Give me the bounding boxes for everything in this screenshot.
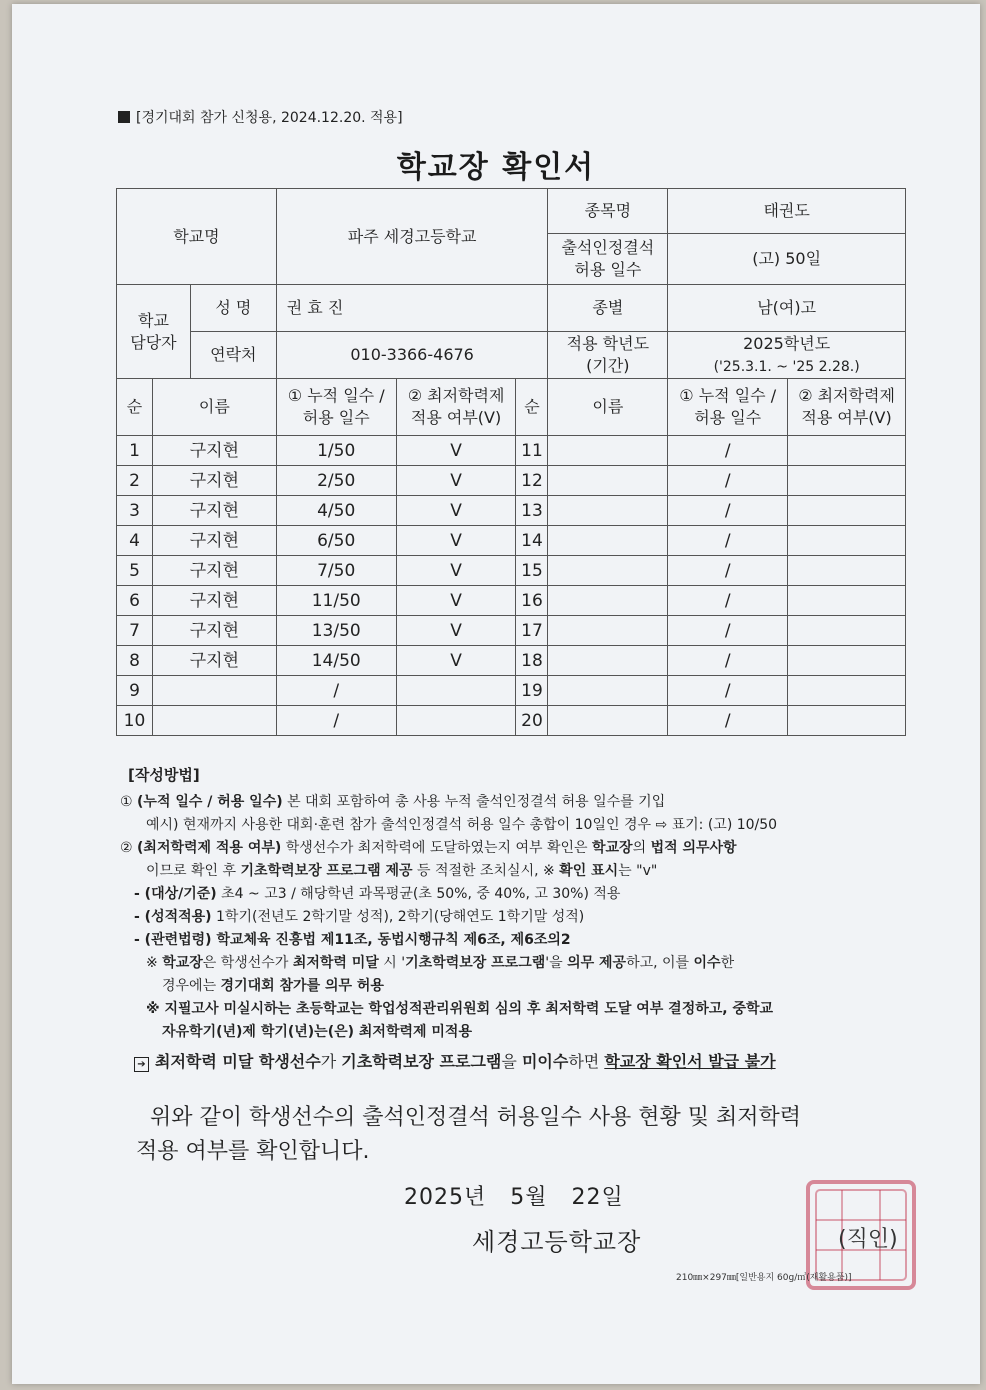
row-name: 구지현 — [152, 646, 276, 676]
bold-text: 기초학력보장 프로그램 — [341, 1052, 502, 1071]
table-row — [117, 586, 906, 616]
instruction-line — [116, 952, 906, 975]
text: 등 적절한 조치실시, ※ — [412, 863, 560, 879]
warning-line — [134, 1050, 906, 1073]
row-name — [152, 706, 276, 736]
bold-text: 법적 의무사항 — [650, 840, 737, 856]
row-check — [396, 706, 516, 736]
row-check: V — [396, 556, 516, 586]
col-no-left: 순 — [117, 379, 153, 436]
instruction-line — [116, 998, 906, 1021]
instruction-line — [116, 906, 906, 929]
days-header-2: 허용 일수 — [694, 408, 762, 427]
instructions-title: [작성방법] — [128, 766, 200, 784]
row-check: V — [396, 616, 516, 646]
bold-text: - (대상/기준) — [134, 886, 217, 902]
table-row — [117, 496, 906, 526]
gender-label: 종별 — [548, 285, 668, 332]
row-days: / — [668, 526, 788, 556]
row-no: 17 — [516, 616, 548, 646]
bold-text: 학교장 — [162, 955, 203, 971]
issue-date: 2025년 5월 22일 — [404, 1185, 624, 1210]
row-name — [548, 436, 668, 466]
year-value-2: ('25.3.1. ~ '25 2.28.) — [713, 358, 860, 375]
year-label — [548, 332, 668, 379]
row-name: 구지현 — [152, 466, 276, 496]
bold-text: 미이수 — [521, 1052, 569, 1071]
row-check — [788, 496, 906, 526]
year-label-1: 적용 학년도 — [566, 334, 650, 353]
row-no: 4 — [117, 526, 153, 556]
row-days: / — [668, 706, 788, 736]
gender-value: 남(여)고 — [668, 285, 906, 332]
text: 한 — [720, 955, 735, 971]
row-name: 구지현 — [152, 526, 276, 556]
row-check — [788, 646, 906, 676]
bold-text: (최저학력제 적용 여부) — [137, 840, 282, 856]
text: 본 대회 포함하여 총 사용 누적 출석인정결석 허용 일수를 기입 — [282, 794, 666, 810]
table-row — [117, 466, 906, 496]
manager-label — [117, 285, 191, 379]
row-name — [548, 586, 668, 616]
event-label: 종목명 — [548, 189, 668, 234]
row-no: 12 — [516, 466, 548, 496]
table-row — [117, 616, 906, 646]
bold-text: - (성적적용) — [134, 909, 212, 925]
year-value — [668, 332, 906, 379]
year-value-1: 2025학년도 — [743, 333, 831, 353]
reference-mark: ※ — [146, 955, 163, 971]
contact-value: 010-3366-4676 — [276, 332, 548, 379]
row-no: 5 — [117, 556, 153, 586]
min-header-1: ② 최저학력제 — [798, 386, 895, 405]
table-row — [117, 526, 906, 556]
event-value: 태권도 — [668, 189, 906, 234]
row-check: V — [396, 586, 516, 616]
row-days: 13/50 — [276, 616, 396, 646]
confirm-line-1: 위와 같이 학생선수의 출석인정결석 허용일수 사용 현황 및 최저학력 — [150, 1105, 802, 1130]
text: 경우에는 — [162, 978, 221, 994]
bold-text: 지필고사 미실시하는 초등학교는 학업성적관리위원회 심의 후 최저학력 도달 여부 결정하고, 중학교 — [164, 1001, 774, 1017]
row-check — [788, 466, 906, 496]
reference-mark: ※ — [146, 1001, 165, 1017]
seal-label: (직인) — [838, 1227, 898, 1252]
row-check — [788, 586, 906, 616]
manager-label-2: 담당자 — [130, 332, 177, 352]
row-days: 14/50 — [276, 646, 396, 676]
row-days: / — [668, 556, 788, 586]
bold-text: (누적 일수 / 허용 일수) — [137, 794, 283, 810]
bold-text: 학교장 — [592, 840, 633, 856]
row-days: 11/50 — [276, 586, 396, 616]
instruction-line: 예시) 현재까지 사용한 대회·훈련 참가 출석인정결석 허용 일수 총합이 10일인 경우 ⇨ 표기: (고) 10/50 — [146, 817, 778, 833]
text: 하면 — [568, 1052, 605, 1071]
row-name: 구지현 — [152, 436, 276, 466]
col-min-right — [788, 379, 906, 436]
days-header-1: ① 누적 일수 / — [679, 386, 777, 405]
instruction-line — [116, 975, 906, 998]
school-value: 파주 세경고등학교 — [276, 189, 548, 285]
text: 을 — [501, 1052, 522, 1071]
circle-1: ① — [120, 794, 133, 810]
row-days: / — [668, 616, 788, 646]
square-bullet-icon — [118, 111, 130, 123]
text: 는 "v" — [618, 863, 658, 879]
manager-label-1: 학교 — [137, 310, 169, 330]
row-no: 19 — [516, 676, 548, 706]
instructions — [116, 764, 906, 1073]
bold-text: 경기대회 참가를 의무 허용 — [220, 978, 384, 994]
contact-label: 연락처 — [190, 332, 276, 379]
text: 초4 ~ 고3 / 해당학년 과목평균(초 50%, 중 40%, 고 30%) 적용 — [216, 886, 621, 902]
year-label-2: (기간) — [586, 356, 630, 375]
allow-value: (고) 50일 — [668, 234, 906, 285]
instruction-line: 자유학기(년)제 학기(년)는(은) 최저학력제 미적용 — [162, 1024, 472, 1040]
bold-text: 최저학력 미달 — [292, 955, 379, 971]
header-note-text: [경기대회 참가 신청용, 2024.12.20. 적용] — [136, 110, 403, 126]
row-no: 13 — [516, 496, 548, 526]
text: 시 ' — [378, 955, 406, 971]
instruction-line: - (관련법령) 학교체육 진흥법 제11조, 동법시행규칙 제6조, 제6조의2 — [134, 932, 571, 948]
table-row — [117, 556, 906, 586]
col-no-right: 순 — [516, 379, 548, 436]
info-table — [116, 188, 906, 736]
arrow-box-icon: ➔ — [134, 1057, 149, 1072]
row-check — [788, 526, 906, 556]
row-no: 1 — [117, 436, 153, 466]
row-days: 2/50 — [276, 466, 396, 496]
row-no: 20 — [516, 706, 548, 736]
row-check — [396, 676, 516, 706]
row-name — [548, 466, 668, 496]
row-days: / — [668, 586, 788, 616]
school-label: 학교명 — [117, 189, 277, 285]
table-row — [117, 646, 906, 676]
row-days: / — [668, 646, 788, 676]
row-days: 1/50 — [276, 436, 396, 466]
text: '을 — [545, 955, 568, 971]
row-name — [548, 646, 668, 676]
row-check: V — [396, 436, 516, 466]
instruction-line — [116, 860, 906, 883]
row-days: / — [276, 676, 396, 706]
table-row — [117, 706, 906, 736]
confirm-line-2: 적용 여부를 확인합니다. — [136, 1139, 370, 1164]
signer-name: 세경고등학교장 — [472, 1228, 642, 1256]
row-no: 6 — [117, 586, 153, 616]
days-header-1: ① 누적 일수 / — [287, 386, 385, 405]
text: 은 학생선수가 — [202, 955, 293, 971]
row-days: 4/50 — [276, 496, 396, 526]
instruction-line — [116, 883, 906, 906]
bold-text: 기초학력보장 프로그램 — [405, 955, 546, 971]
text: 하고, 이를 — [626, 955, 694, 971]
text: 1학기(전년도 2학기말 성적), 2학기(당해연도 1학기말 성적) — [211, 909, 585, 925]
allow-label-1: 출석인정결석 — [561, 238, 655, 257]
row-check: V — [396, 496, 516, 526]
row-no: 8 — [117, 646, 153, 676]
row-check — [788, 436, 906, 466]
name-value: 권 효 진 — [276, 285, 548, 332]
row-check: V — [396, 466, 516, 496]
text: 이므로 확인 후 — [146, 863, 241, 879]
row-check — [788, 676, 906, 706]
bold-text: 확인 표시 — [559, 863, 619, 879]
days-header-2: 허용 일수 — [302, 408, 370, 427]
col-days-left — [276, 379, 396, 436]
col-name-left: 이름 — [152, 379, 276, 436]
col-name-right: 이름 — [548, 379, 668, 436]
col-days-right — [668, 379, 788, 436]
row-no: 18 — [516, 646, 548, 676]
row-name: 구지현 — [152, 586, 276, 616]
row-no: 11 — [516, 436, 548, 466]
row-name — [548, 616, 668, 646]
row-days: / — [668, 496, 788, 526]
row-days: / — [276, 706, 396, 736]
allow-label-2: 허용 일수 — [574, 260, 642, 279]
row-name: 구지현 — [152, 556, 276, 586]
bold-text: 이수 — [693, 955, 721, 971]
bold-text: 의무 제공 — [567, 955, 627, 971]
confirmation-statement — [136, 1101, 906, 1169]
paper-spec-footer: 210㎜×297㎜[일반용지 60g/㎡(재활용품)] — [676, 1273, 852, 1283]
row-no: 7 — [117, 616, 153, 646]
row-no: 15 — [516, 556, 548, 586]
row-name — [548, 706, 668, 736]
circle-2: ② — [120, 840, 133, 856]
text: 학생선수가 최저학력에 도달하였는지 여부 확인은 — [281, 840, 592, 856]
text: 가 — [320, 1052, 342, 1071]
bold-text: 최저학력 미달 학생선수 — [155, 1052, 321, 1071]
table-row — [117, 676, 906, 706]
instruction-line — [116, 837, 906, 860]
row-check — [788, 556, 906, 586]
header-note — [118, 107, 403, 127]
row-check: V — [396, 646, 516, 676]
row-no: 9 — [117, 676, 153, 706]
row-name: 구지현 — [152, 616, 276, 646]
min-header-2: 적용 여부(V) — [801, 408, 892, 427]
row-days: 6/50 — [276, 526, 396, 556]
row-check — [788, 706, 906, 736]
row-name — [152, 676, 276, 706]
row-no: 3 — [117, 496, 153, 526]
row-check: V — [396, 526, 516, 556]
name-label: 성 명 — [190, 285, 276, 332]
row-days: / — [668, 466, 788, 496]
row-name — [548, 496, 668, 526]
document-paper — [12, 4, 980, 1384]
table-row — [117, 436, 906, 466]
row-no: 10 — [117, 706, 153, 736]
underlined-text: 학교장 확인서 발급 불가 — [604, 1052, 776, 1071]
allow-label — [548, 234, 668, 285]
col-min-left — [396, 379, 516, 436]
min-header-1: ② 최저학력제 — [407, 386, 505, 405]
row-check — [788, 616, 906, 646]
document-title: 학교장 확인서 — [396, 150, 596, 185]
row-name: 구지현 — [152, 496, 276, 526]
row-days: / — [668, 436, 788, 466]
instruction-line — [116, 791, 906, 814]
row-name — [548, 676, 668, 706]
row-name — [548, 556, 668, 586]
row-days: 7/50 — [276, 556, 396, 586]
row-no: 16 — [516, 586, 548, 616]
text: 의 — [632, 840, 651, 856]
row-days: / — [668, 676, 788, 706]
row-name — [548, 526, 668, 556]
row-no: 14 — [516, 526, 548, 556]
min-header-2: 적용 여부(V) — [410, 408, 502, 427]
row-no: 2 — [117, 466, 153, 496]
bold-text: 기초학력보장 프로그램 제공 — [240, 863, 413, 879]
